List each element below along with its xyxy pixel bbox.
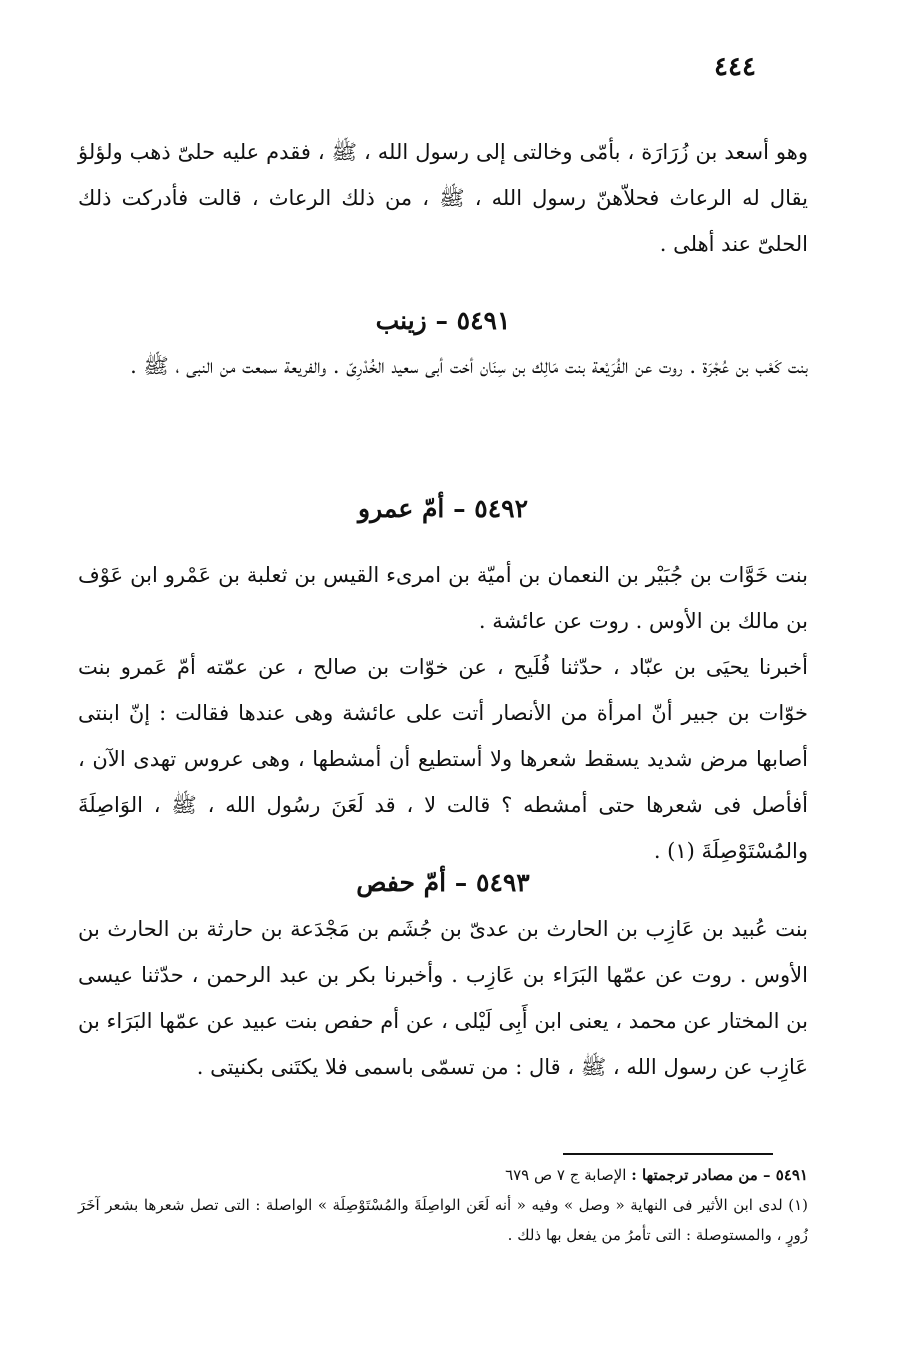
footnote-source-label: ٥٤٩١ – من مصادر ترجمتها : [631, 1166, 808, 1184]
paragraph: وهو أسعد بن زُرَارَة ، بأمّى وخالتى إلى رسول الله ، ﷺ ، فقدم عليه حلىّ ذهب ولؤلؤ يقال له الرعاث فحلاّهنّ رسول الله ، ﷺ ، من ذلك الرعاث ، قالت فأدركت ذلك الحلىّ عند أهلى . [78, 140, 808, 256]
entry-heading-5492: ٥٤٩٢ – أمّ عمرو [358, 494, 528, 523]
paragraph: بنت خَوَّات بن جُبَيْر بن النعمان بن أميّة بن امرىء القيس بن ثعلبة بن عَمْرو ابن عَوْف بن مالك بن الأوس . روت عن عائشة . [78, 563, 808, 633]
intro-text [78, 129, 808, 267]
page-number: ٤٤٤ [714, 52, 756, 82]
footnote-source-text: الإصابة ج ٧ ص ٦٧٩ [505, 1166, 627, 1184]
footnote-source [78, 1160, 808, 1190]
footnotes [78, 1160, 808, 1250]
entry-body-5492 [78, 552, 808, 874]
footnote-divider [563, 1153, 773, 1155]
entry-heading-5493: ٥٤٩٣ – أمّ حفص [356, 868, 530, 897]
entry-body-5491 [78, 343, 808, 389]
paragraph: أخبرنا يحيَى بن عبّاد ، حدّثنا فُلَيح ، عن خوّات بن صالح ، عن عمّته أمّ عَمرو بنت خوّات بن جبير أنّ امرأة من الأنصار أتت على عائشة وهى عندها فقالت : إنّ ابنتى أصابها مرض شديد يسقط شعرها ولا أستطيع أن أمشطها ، وهى عروس تهدى الآن ، أفأصل فى شعرها حتى أمشطه ؟ قالت لا ، قد لَعَنَ رسُول الله ، ﷺ ، الوَاصِلَةَ والمُسْتَوْصِلَةَ (١) . [78, 655, 808, 863]
footnote-1: (١) لدى ابن الأثير فى النهاية « وصل » وفيه « أنه لَعَن الواصِلَةَ والمُسْتَوْصِلَة » الواصلة : التى تصل شعرها بشعر آخَرَ زُورٍ ، والمستوصلة : التى تأمرُ من يفعل بها ذلك . [78, 1196, 808, 1244]
entry-body-5493 [78, 906, 808, 1090]
paragraph: بنت كَعْب بن عُجْرَة . روت عن الفُرَيْعة بنت مَالِك بن سِنَان أخت أبى سعيد الخُدْرِىّ . والفريعة سمعت من النبى ، ﷺ . [130, 354, 808, 378]
entry-heading-5491: ٥٤٩١ – زينب [375, 306, 511, 335]
paragraph: بنت عُبيد بن عَازِب بن الحارث بن عدىّ بن جُشَم بن مَجْدَعة بن حارثة بن الحارث بن الأوس . روت عن عمّها البَرَاء بن عَازِب . وأخبرنا بكر بن عبد الرحمن ، حدّثنا عيسى بن المختار عن محمد ، يعنى ابن أَبِى لَيْلى ، عن أم حفص بنت عبيد عن عمّها البَرَاء بن عَازِب عن رسول الله ، ﷺ ، قال : من تسمّى باسمى فلا يكتَنى بكنيتى . [78, 917, 808, 1079]
